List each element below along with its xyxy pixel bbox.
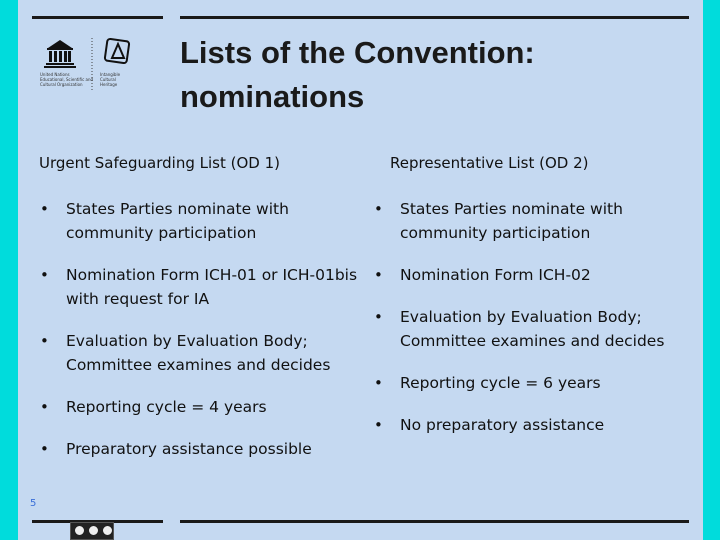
top-left-rule (32, 16, 163, 19)
bullet-text: States Parties nominate with community participation (66, 200, 289, 242)
bullet-icon: • (374, 374, 383, 392)
unesco-ich-logo (30, 36, 148, 94)
list-item (34, 263, 364, 311)
list-item (368, 371, 698, 395)
logo-caption-line: Cultural (100, 77, 116, 82)
title-line-2: nominations (180, 79, 365, 114)
logo-caption-line: Educational, Scientific and (40, 77, 94, 82)
bullet-text: States Parties nominate with community participation (400, 200, 623, 242)
bullet-icon: • (374, 200, 383, 218)
bullet-text: No preparatory assistance (400, 416, 605, 434)
list-item (368, 263, 698, 287)
list-item (368, 413, 698, 437)
list-item (368, 197, 698, 245)
urgent-safeguarding-bullets (34, 197, 364, 461)
representative-list-bullets (368, 197, 698, 437)
slide (18, 0, 703, 540)
bottom-right-rule (180, 520, 689, 523)
urgent-safeguarding-heading: Urgent Safeguarding List (OD 1) (39, 154, 280, 172)
page-number: 5 (30, 498, 37, 509)
bullet-icon: • (374, 266, 383, 284)
logo-caption-line: Cultural Organization (40, 82, 83, 87)
bullet-text: Reporting cycle = 6 years (400, 374, 601, 392)
sa-circle-icon (102, 525, 113, 536)
title-line-1: Lists of the Convention: (180, 35, 535, 70)
bullet-text: Evaluation by Evaluation Body; Committee examines and decides (400, 308, 665, 350)
logo-caption-line: Heritage (100, 82, 118, 87)
list-item (368, 305, 698, 353)
bullet-text: Preparatory assistance possible (66, 440, 312, 458)
list-item (34, 437, 364, 461)
representative-list-heading: Representative List (OD 2) (390, 154, 589, 172)
bullet-icon: • (40, 398, 49, 416)
creative-commons-icon (70, 522, 114, 540)
cc-circle-icon (74, 525, 85, 536)
bullet-icon: • (374, 308, 383, 326)
list-item (34, 197, 364, 245)
bullet-icon: • (40, 332, 49, 350)
bullet-icon: • (40, 440, 49, 458)
bullet-icon: • (40, 266, 49, 284)
slide-title (180, 31, 680, 119)
logo-caption-line: Intangible (100, 72, 121, 77)
logo-caption-line: United Nations (40, 72, 70, 77)
ich-emblem-icon (105, 39, 130, 64)
list-item (34, 395, 364, 419)
list-item (34, 329, 364, 377)
top-right-rule (180, 16, 689, 19)
bullet-text: Evaluation by Evaluation Body; Committee examines and decides (66, 332, 331, 374)
by-circle-icon (88, 525, 99, 536)
bullet-text: Nomination Form ICH-01 or ICH-01bis with request for IA (66, 266, 358, 308)
bullet-text: Nomination Form ICH-02 (400, 266, 591, 284)
bullet-text: Reporting cycle = 4 years (66, 398, 267, 416)
bullet-icon: • (374, 416, 383, 434)
bullet-icon: • (40, 200, 49, 218)
